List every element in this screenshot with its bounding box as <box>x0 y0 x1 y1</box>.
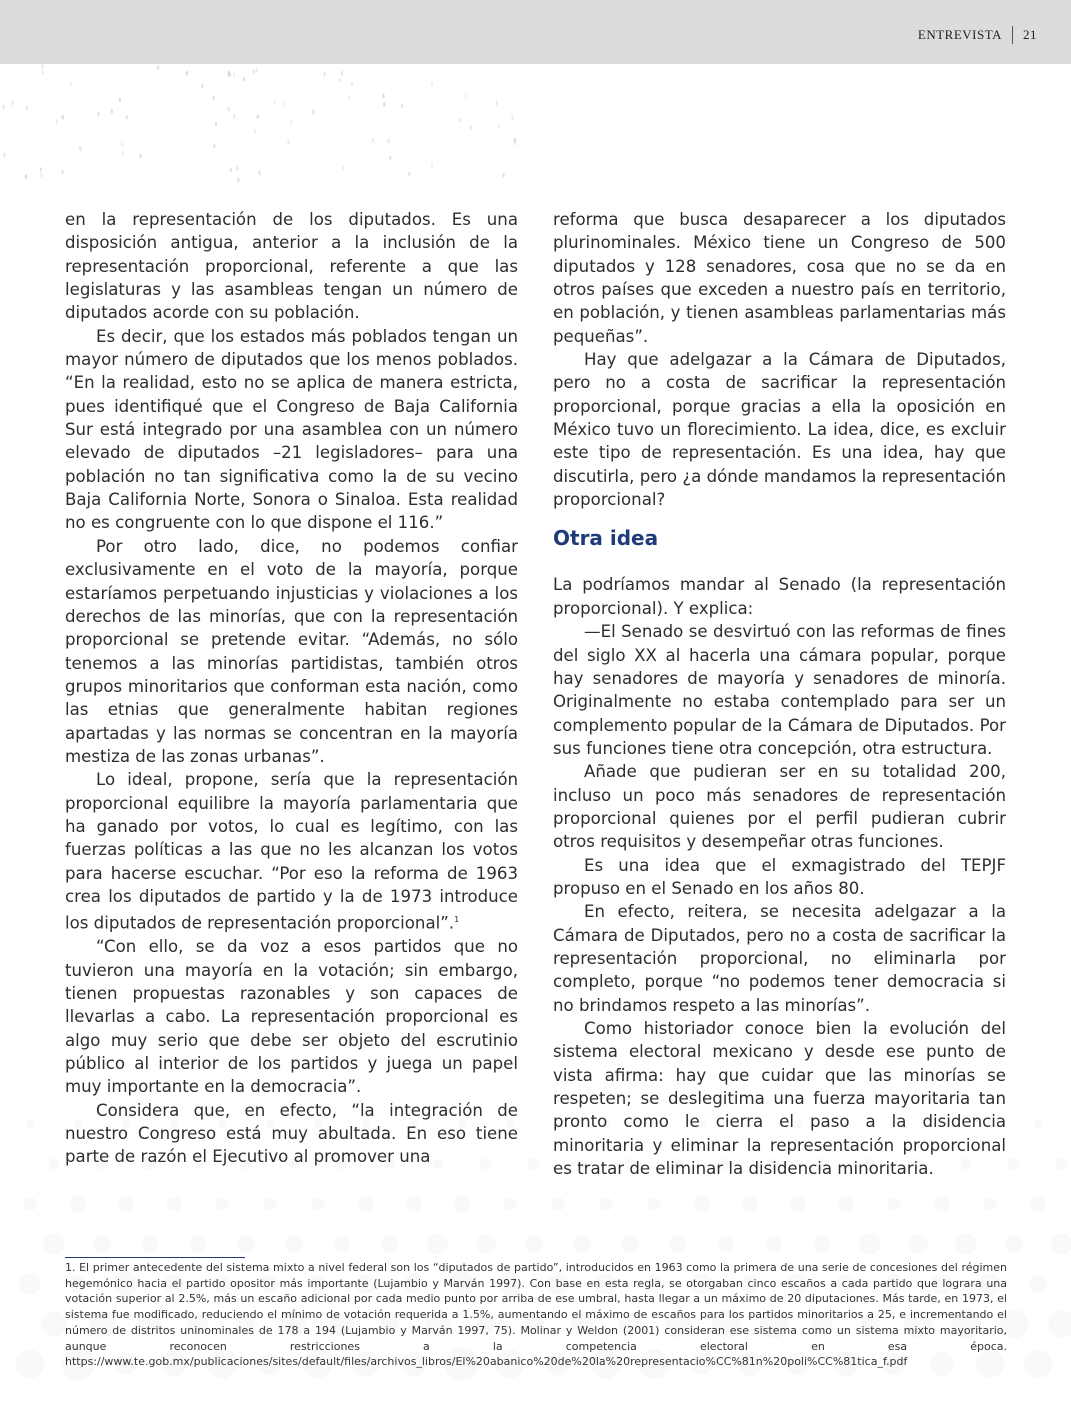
background-dot <box>61 170 63 175</box>
background-dot <box>1029 1275 1048 1294</box>
background-dot <box>312 1198 325 1211</box>
background-dot <box>514 138 516 143</box>
background-dot <box>694 1196 710 1212</box>
background-dot <box>41 64 43 69</box>
background-dot <box>111 109 113 114</box>
background-dot <box>93 1235 112 1254</box>
page-number: 21 <box>1023 27 1037 42</box>
background-dot <box>573 1235 591 1253</box>
background-dot <box>56 119 58 124</box>
background-dot <box>496 101 498 106</box>
background-dot <box>213 143 215 148</box>
background-dot <box>290 120 292 125</box>
background-dot <box>1008 1158 1020 1170</box>
paragraph: “Con ello, se da voz a esos partidos que no tuvieron una mayoría en la votación; sin embargo, tienen propuestas razonables y son capaces de llevarlas a cabo. La representación proporcional es algo muy serio que debe ser objeto del escrutinio público al interior de los partidos y juega un papel muy importante en la democracia”. <box>65 937 518 1097</box>
background-dot <box>860 1234 881 1255</box>
footnote: 1. El primer antecedente del sistema mixto a nivel federal son los “diputados de partido”, introducidos en 1963 como la primera de una serie de concesiones del régimen hegemónico hacia el partido opositor más importante (Lujambio y Marván 1997). Con base en esta regla, se otorgaban cinco escaños a cada partido que lograra una votación superior al 2.5%, más un escaño adicional por cada medio punto por arriba de ese umbral, hasta llegar a un máximo de 20 diputaciones. Más tarde, en 1973, el sistema fue modificado, reduciendo el mínimo de votación requerida a 1.5%, aumentando el máximo de escaños para los partidos minoritarios a 25, e incrementando el número de distritos uninominales de 178 a 194 (Lujambio y Marván 1997, 75). Molinar y Weldon (2001) consideran ese sistema como un sistema mixto mayoritario, aunque reconocen restricciones a la competencia electoral en esa época. https://www.te.gob.mx/publicaciones/sites/default/files/archivos_libros/El%20abanico%20de%20la%20representacio%CC%81n%20poli%CC%81tica_f.pdf <box>65 1261 1007 1369</box>
background-dot <box>528 1158 540 1170</box>
paragraph: Como historiador conoce bien la evolución del sistema electoral mexicano y desde ese punto de vista afirma: hay que cuidar que las minorías se respeten; se deslegitima una fuerza mayoritaria tan pronto como le cierra el paso a la disidencia minoritaria y eliminar la representación proporcional es tratar de eliminar la disidencia minoritaria. <box>553 1019 1006 1179</box>
background-dot <box>254 129 256 134</box>
paragraph: —El Senado se desvirtuó con las reformas de fines del siglo XX al hacerla una cámara popular, porque hay senadores de mayoría y senadores de minoría. Originalmente no estaba contemplado para ser un complemento popular de la Cámara de Diputados. Por sus funciones tiene otra concepción, otra estructura. <box>553 622 1006 758</box>
background-dot <box>599 1197 613 1211</box>
background-dot <box>243 77 245 82</box>
background-dot <box>401 104 403 109</box>
background-dot <box>342 166 344 171</box>
section-heading: Otra idea <box>553 526 659 551</box>
background-dot <box>228 71 230 76</box>
background-dot <box>167 1197 181 1211</box>
background-dot <box>122 151 124 156</box>
paragraph: Considera que, en efecto, “la integración de nuestro Congreso está muy abultada. En eso tiene parte de razón el Ejecutivo al promover una <box>65 1100 518 1167</box>
background-dot <box>40 167 42 172</box>
background-dot <box>227 107 229 112</box>
background-dot <box>502 173 504 178</box>
background-dot <box>718 1236 733 1251</box>
background-dot <box>25 174 27 179</box>
paragraph: en la representación de los diputados. Es una disposición antigua, anterior a la inclusión de la representación proporcional, referente a que las legislaturas y las asambleas tengan un número de diputados acorde con su población. <box>65 210 518 323</box>
background-dot <box>389 156 391 161</box>
paragraph: Hay que adelgazar a la Cámara de Diputados, pero no a costa de sacrificar la representación proporcional, porque gracias a ella la oposición en México tuvo un florecimiento. La idea, dice, es excluir este tipo de representación. Es una idea, hay que discutirla, pero ¿a dónde mandamos la representación proporcional? <box>553 350 1006 510</box>
background-dot <box>621 1235 640 1254</box>
left-column <box>65 208 518 1169</box>
background-dot <box>70 81 72 86</box>
background-dot <box>647 1197 660 1210</box>
running-head <box>918 25 1037 45</box>
background-dot <box>351 82 353 87</box>
right-column <box>553 208 1006 1180</box>
background-dot <box>511 115 513 120</box>
background-dot <box>126 115 128 120</box>
background-dot <box>383 102 385 107</box>
background-dot <box>256 68 258 73</box>
background-dot <box>253 69 255 74</box>
background-dot <box>428 1234 448 1254</box>
background-dot <box>273 99 275 104</box>
background-dot <box>431 163 433 168</box>
background-dot <box>228 72 230 77</box>
background-dot <box>257 114 259 119</box>
background-dot <box>984 1198 997 1211</box>
background-dot <box>956 1234 977 1255</box>
background-dot <box>358 1196 374 1212</box>
footnote-marker: 1 <box>454 915 460 925</box>
background-dot <box>1056 1158 1068 1170</box>
background-dot <box>514 141 516 146</box>
background-dot <box>341 71 343 76</box>
background-dot <box>525 1235 543 1253</box>
paragraph: Por otro lado, dice, no podemos confiar exclusivamente en el voto de la mayoría, porque estaríamos perpetuando injusticias y violaciones a los derechos de las minorías, que con la representación proporcional se pretende evitar. “Además, no sólo tenemos a las minorías partidistas, también otros grupos minoritarios que conforman esta nación, como las etnias que generalmente habitan regiones apartadas y las normas se concentran en la mayoría mestiza de las zonas urbanas”. <box>65 536 518 766</box>
paragraph: Añade que pudieran ser en su totalidad 200, incluso un poco más senadores de representación proporcional quienes por el perfil pudieran cubrir otros requisitos y desempeñar otras funciones. <box>553 762 1006 852</box>
background-dot <box>48 1158 59 1169</box>
background-dot <box>887 1197 901 1211</box>
background-dot <box>766 1236 782 1252</box>
background-dot <box>431 82 433 87</box>
background-dot <box>814 1236 831 1253</box>
background-dot <box>387 138 389 143</box>
background-dot <box>16 1350 45 1379</box>
background-dot <box>62 115 64 120</box>
background-dot <box>237 178 239 183</box>
background-dot <box>2 105 4 110</box>
background-dot <box>382 94 384 99</box>
background-dot <box>476 1234 496 1254</box>
background-dot <box>212 96 214 101</box>
background-dot <box>3 152 5 157</box>
background-dot <box>1005 1235 1023 1253</box>
background-dot <box>459 118 461 123</box>
background-dot <box>23 1197 37 1211</box>
paragraph <box>65 768 518 935</box>
background-dot <box>44 1234 65 1255</box>
background-dot <box>121 142 123 147</box>
background-dot <box>372 138 374 143</box>
background-dot <box>935 1197 950 1212</box>
background-dot <box>1030 1196 1046 1212</box>
background-dot <box>1052 1234 1071 1254</box>
background-dot <box>465 93 467 98</box>
background-dot <box>1024 1350 1052 1378</box>
background-dot <box>498 123 500 128</box>
background-dot <box>20 1274 41 1295</box>
background-dot <box>312 110 314 115</box>
background-dot <box>323 72 325 77</box>
background-dot <box>334 1236 349 1251</box>
background-dot <box>11 100 13 105</box>
background-dot <box>40 173 42 178</box>
background-dot <box>201 84 203 89</box>
background-dot <box>70 1196 87 1213</box>
background-dot <box>669 1235 686 1252</box>
background-dot <box>139 154 141 159</box>
background-dot <box>408 171 410 176</box>
footnote-rule <box>65 1257 245 1258</box>
background-dot <box>407 1197 422 1212</box>
background-dot <box>41 1311 66 1336</box>
background-dot <box>118 1196 134 1212</box>
background-dot <box>157 65 159 70</box>
header-divider <box>1012 26 1013 44</box>
background-dot <box>338 78 340 83</box>
background-dot <box>287 140 289 145</box>
background-dot <box>908 1234 928 1254</box>
background-dot <box>119 97 121 102</box>
background-dot <box>236 166 238 171</box>
background-dot <box>26 1120 34 1128</box>
section-label: ENTREVISTA <box>917 27 1002 42</box>
background-dot <box>216 1198 229 1211</box>
background-dot <box>233 72 235 77</box>
background-dot <box>190 1236 207 1253</box>
background-dot <box>285 1235 303 1253</box>
background-dot <box>283 101 285 106</box>
paragraph: Es una idea que el exmagistrado del TEPJF propuso en el Senado en los años 80. <box>553 855 1006 898</box>
background-dot <box>237 1235 255 1253</box>
background-dot <box>470 125 472 130</box>
header-band <box>0 0 1071 64</box>
background-dot <box>97 112 99 117</box>
background-dot <box>233 114 235 119</box>
background-dot <box>381 1235 398 1252</box>
background-dot <box>742 1196 757 1211</box>
background-dot <box>26 106 28 111</box>
background-dot <box>79 146 81 151</box>
background-dot <box>258 170 260 175</box>
background-dot <box>503 1197 517 1211</box>
background-dot <box>42 70 44 75</box>
background-dot <box>551 1197 565 1211</box>
background-dot <box>142 1236 159 1253</box>
background-dot <box>186 71 188 76</box>
background-dot <box>215 121 217 126</box>
paragraph: En efecto, reitera, se necesita adelgazar a la Cámara de Diputados, pero no a costa de sacrificar la representación proporcional, no eliminarla por completo, porque “no podemos tener democracia si no brindamos respeto a las minorías”. <box>553 902 1006 1015</box>
paragraph: reforma que busca desaparecer a los diputados plurinominales. México tiene un Congreso de 500 diputados y 128 senadores, cosa que no se da en otros países que exceden a nuestro país en territorio, en población, y tienen asambleas parlamentarias más pequeñas”. <box>553 210 1006 346</box>
paragraph: La podríamos mandar al Senado (la representación proporcional). Y explica: <box>553 575 1006 618</box>
background-dot <box>790 1196 806 1212</box>
background-dot <box>348 95 350 100</box>
paragraph-text: Lo ideal, propone, sería que la representación proporcional equilibre la mayoría parlamentaria que ha ganado por votos, lo cual es legítimo, con las fuerzas políticas a las que no les alcanzan los votos para hacerse escuchar. “Por eso la reforma de 1963 crea los diputados de partido y la de 1973 introduce los diputados de representación proporcional”. <box>65 770 518 933</box>
background-dot <box>1034 1120 1042 1128</box>
background-dot <box>838 1196 854 1212</box>
paragraph: Es decir, que los estados más poblados tengan un mayor número de diputados que los menos poblados. “En la realidad, esto no se aplica de manera estricta, pues identifiqué que el Congreso de Baja California Sur está integrado por una asamblea con un número elevado de diputados –21 legisladores– para una población no tan significativa como la de su vecino Baja California Norte, Sonora o Sinaloa. Esta realidad no es congruente con lo que dispone el 116.” <box>65 326 518 533</box>
background-dot <box>230 168 232 173</box>
background-dot <box>454 1196 471 1213</box>
background-dot <box>263 1197 276 1210</box>
background-dot <box>1048 1310 1071 1337</box>
